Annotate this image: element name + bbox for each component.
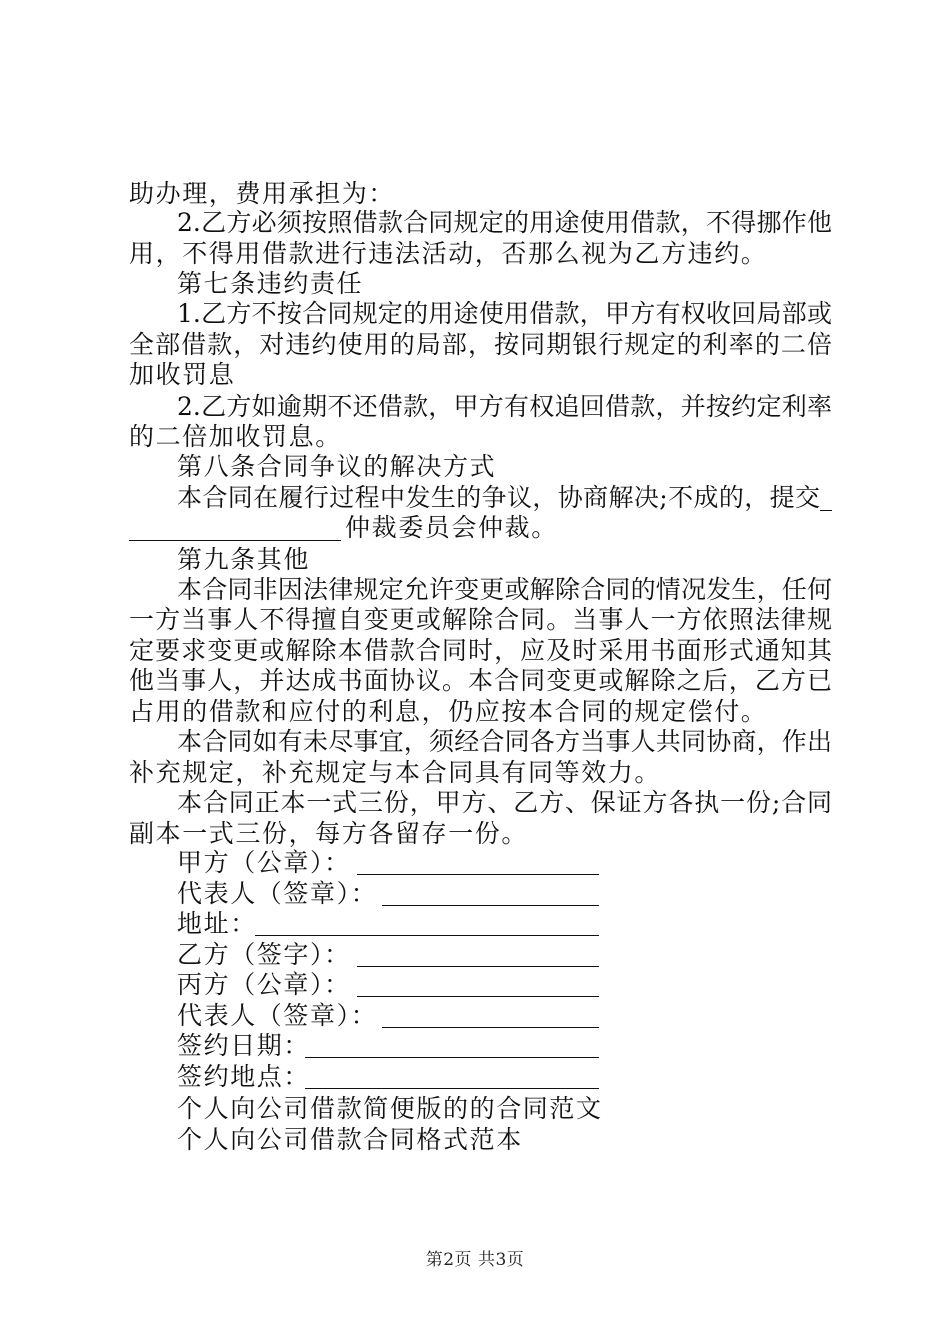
paragraph-line: 占用的借款和应付的利息，仍应按本合同的规定偿付。 <box>129 697 768 726</box>
paragraph-line: 2.乙方必须按照借款合同规定的用途使用借款，不得挪作他 <box>177 208 832 237</box>
field-label: 丙方（公章）： <box>177 970 351 999</box>
related-title: 个人向公司借款简便版的的合同范文 <box>177 1094 603 1123</box>
party-a-seal-field <box>177 848 351 878</box>
party-b-signature-field <box>177 940 351 970</box>
signature-blank <box>357 874 599 875</box>
field-label: 甲方（公章）： <box>177 848 351 877</box>
signature-blank <box>382 1027 599 1028</box>
party-c-seal-field <box>177 970 351 1000</box>
paragraph-line: 助办理，费用承担为： <box>129 179 396 208</box>
signature-blank <box>305 1088 599 1089</box>
paragraph-line: 本合同非因法律规定允许变更或解除合同的情况发生，任何 <box>177 575 832 604</box>
section-heading-article-7: 第七条违约责任 <box>177 269 364 298</box>
paragraph-line: 全部借款，对违约使用的局部，按同期银行规定的利率的二倍 <box>129 330 832 359</box>
signature-blank <box>382 905 599 906</box>
section-heading-article-8: 第八条合同争议的解决方式 <box>177 452 497 481</box>
paragraph-line: 用，不得用借款进行违法活动，否那么视为乙方违约。 <box>129 239 768 268</box>
paragraph-line: 加收罚息 <box>129 360 236 389</box>
representative-seal-field <box>177 1001 377 1031</box>
paragraph-line: 本合同在履行过程中发生的争议，协商解决;不成的，提交 <box>177 483 820 512</box>
representative-seal-field <box>177 879 377 909</box>
related-title: 个人向公司借款合同格式范本 <box>177 1125 523 1154</box>
paragraph-line: 定要求变更或解除本借款合同时，应及时采用书面形式通知其 <box>129 636 832 665</box>
paragraph-line: 本合同如有未尽事宜，须经合同各方当事人共同协商，作出 <box>177 727 832 756</box>
paragraph-line: 他当事人，并达成书面协议。本合同变更或解除之后，乙方已 <box>129 666 832 695</box>
signature-blank <box>357 996 599 997</box>
paragraph-line: 2.乙方如逾期不还借款，甲方有权追回借款，并按约定利率 <box>177 392 832 421</box>
paragraph-line: 一方当事人不得擅自变更或解除合同。当事人一方依照法律规 <box>129 605 832 634</box>
paragraph-line: 本合同正本一式三份，甲方、乙方、保证方各执一份;合同 <box>177 788 832 817</box>
field-label: 代表人（签章）： <box>177 1001 378 1030</box>
signature-blank <box>357 966 599 967</box>
section-heading-article-9: 第九条其他 <box>177 545 311 574</box>
field-label: 签约日期： <box>177 1031 311 1060</box>
signature-blank <box>255 935 599 936</box>
field-label: 乙方（签字）： <box>177 940 351 969</box>
page-number-footer: 第2页 共3页 <box>425 1250 525 1270</box>
arbitration-blank <box>129 540 341 541</box>
paragraph-line: 的二倍加收罚息。 <box>129 422 342 451</box>
paragraph-line: 1.乙方不按合同规定的用途使用借款，甲方有权收回局部或 <box>177 299 832 328</box>
field-label: 地址： <box>177 909 257 938</box>
signing-date-field <box>177 1031 310 1061</box>
field-label: 签约地点： <box>177 1062 311 1091</box>
arbitration-blank-end <box>820 510 832 511</box>
field-label: 代表人（签章）： <box>177 879 378 908</box>
paragraph-line: 补充规定，补充规定与本合同具有同等效力。 <box>129 758 662 787</box>
signing-place-field <box>177 1062 310 1092</box>
paragraph-line: 副本一式三份，每方各留存一份。 <box>129 819 529 848</box>
address-field <box>177 909 257 939</box>
paragraph-line: 仲裁委员会仲裁。 <box>345 513 558 542</box>
signature-blank <box>305 1057 599 1058</box>
